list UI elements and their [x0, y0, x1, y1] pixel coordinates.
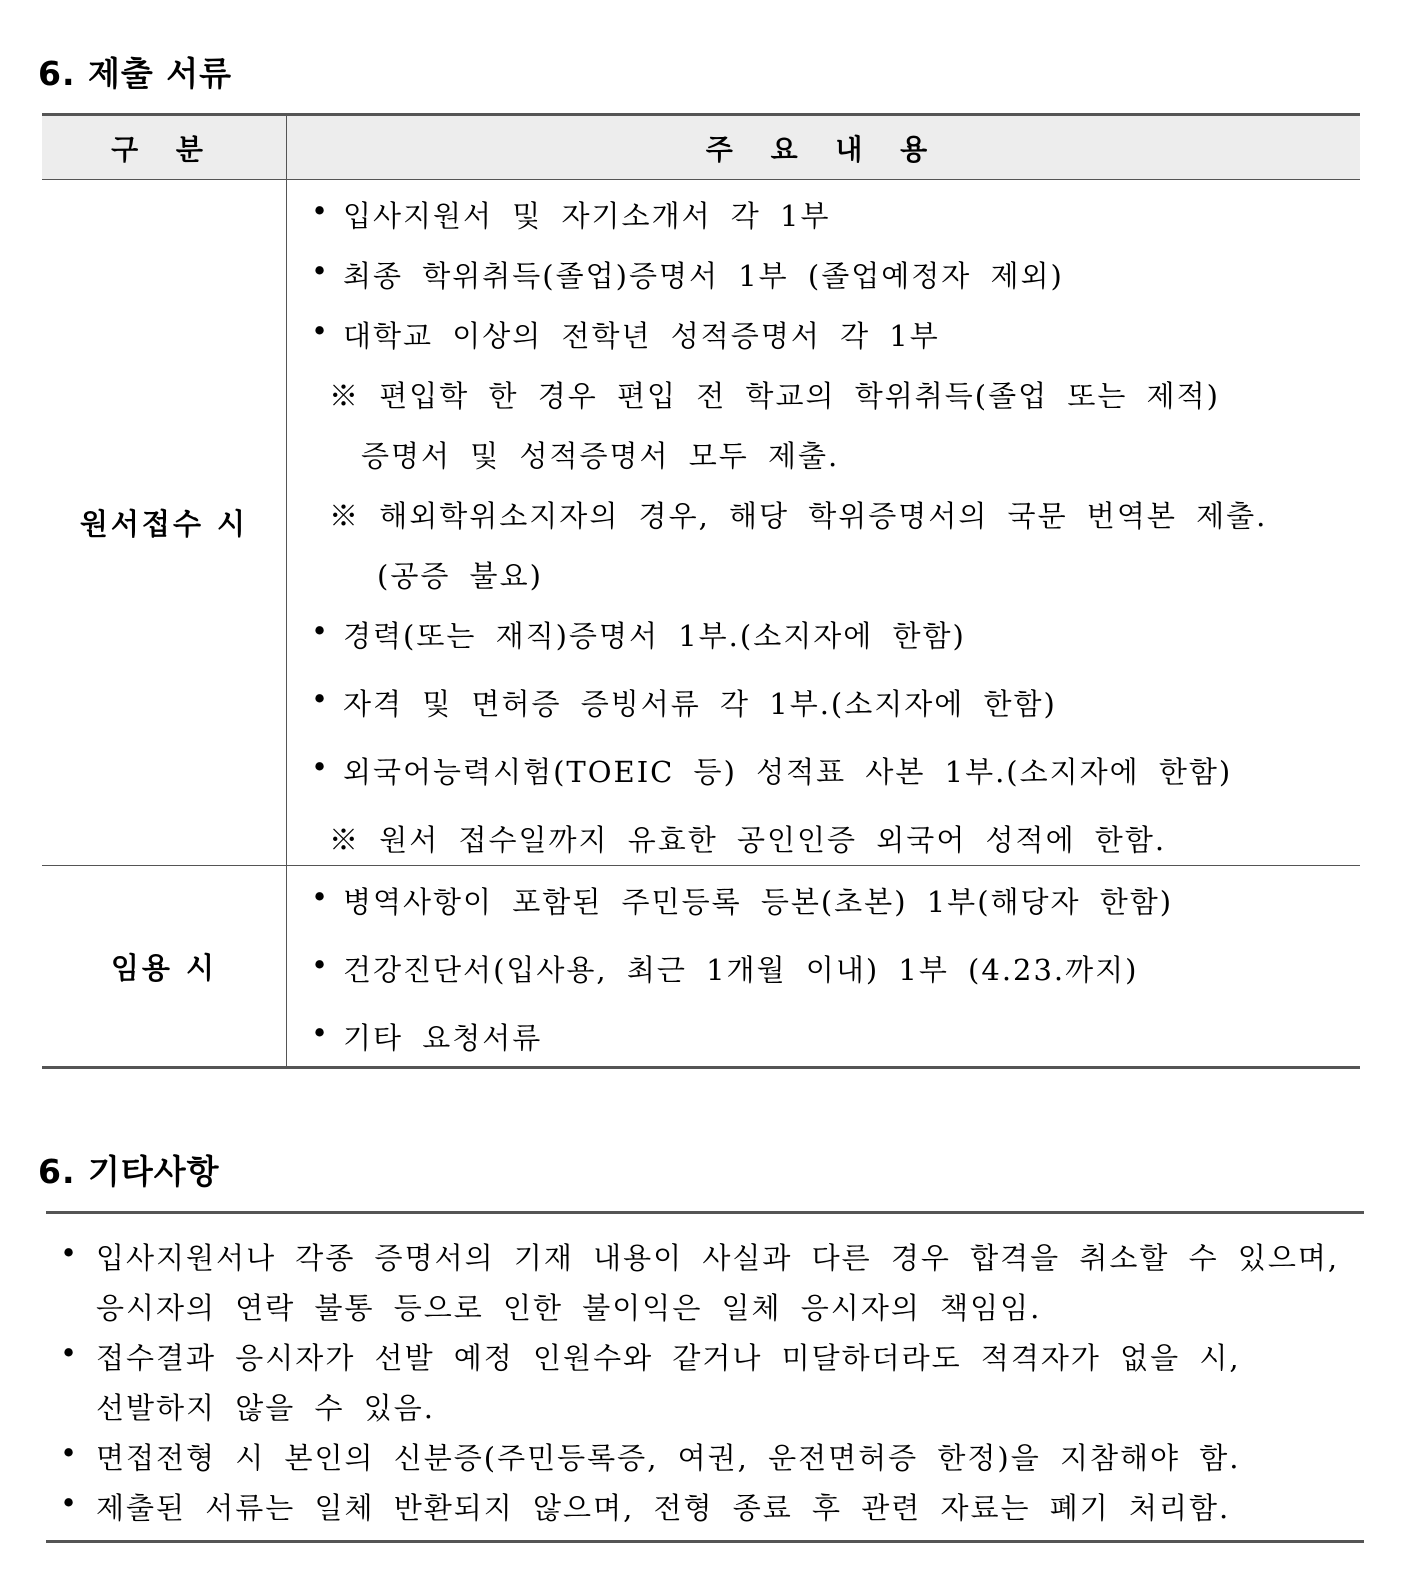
- header-category: 구 분: [42, 115, 287, 180]
- divider-bottom: [46, 1540, 1364, 1543]
- row-contents-application: 입사지원서 및 자기소개서 각 1부 최종 학위취득(졸업)증명서 1부 (졸업예정자 제외) 대학교 이상의 전학년 성적증명서 각 1부 ※ 편입학 한 경우 편입 전 학교의 학위취득(졸업 또는 제적) 증명서 및 성적증명서 모두 제출. ※ 해외학위소지자의 경우, 해당 학위증명서의 국문 번역본 제출. (공증 불요) 경력(또는 재직)증명서 1부.(소지자에 한함) 자격 및 면허증 증빙서류 각 1부.(소지자에 한함) 외국어능력시험(TOEIC 등) 성적표 사본 1부.(소지자에 한함) ※ 원서 접수일까지 유효한 공인인증 외국어 성적에 한함.: [287, 180, 1361, 866]
- header-contents: 주 요 내 용: [287, 115, 1361, 180]
- table-row: [42, 180, 1360, 866]
- row-contents-appointment: 병역사항이 포함된 주민등록 등본(초본) 1부(해당자 한함) 건강진단서(입사용, 최근 1개월 이내) 1부 (4.23.까지) 기타 요청서류: [343, 885, 1174, 1055]
- documents-table: [42, 113, 1360, 1069]
- section-title-documents: 6. 제출 서류: [38, 54, 232, 93]
- row-category-appointment: 임용 시: [42, 866, 287, 1068]
- row-category-application: 원서접수 시: [42, 180, 287, 866]
- section-title-misc: 6. 기타사항: [38, 1152, 220, 1191]
- table-header-row: [42, 115, 1360, 180]
- table-row: [42, 866, 1360, 1068]
- divider-top: [46, 1211, 1364, 1214]
